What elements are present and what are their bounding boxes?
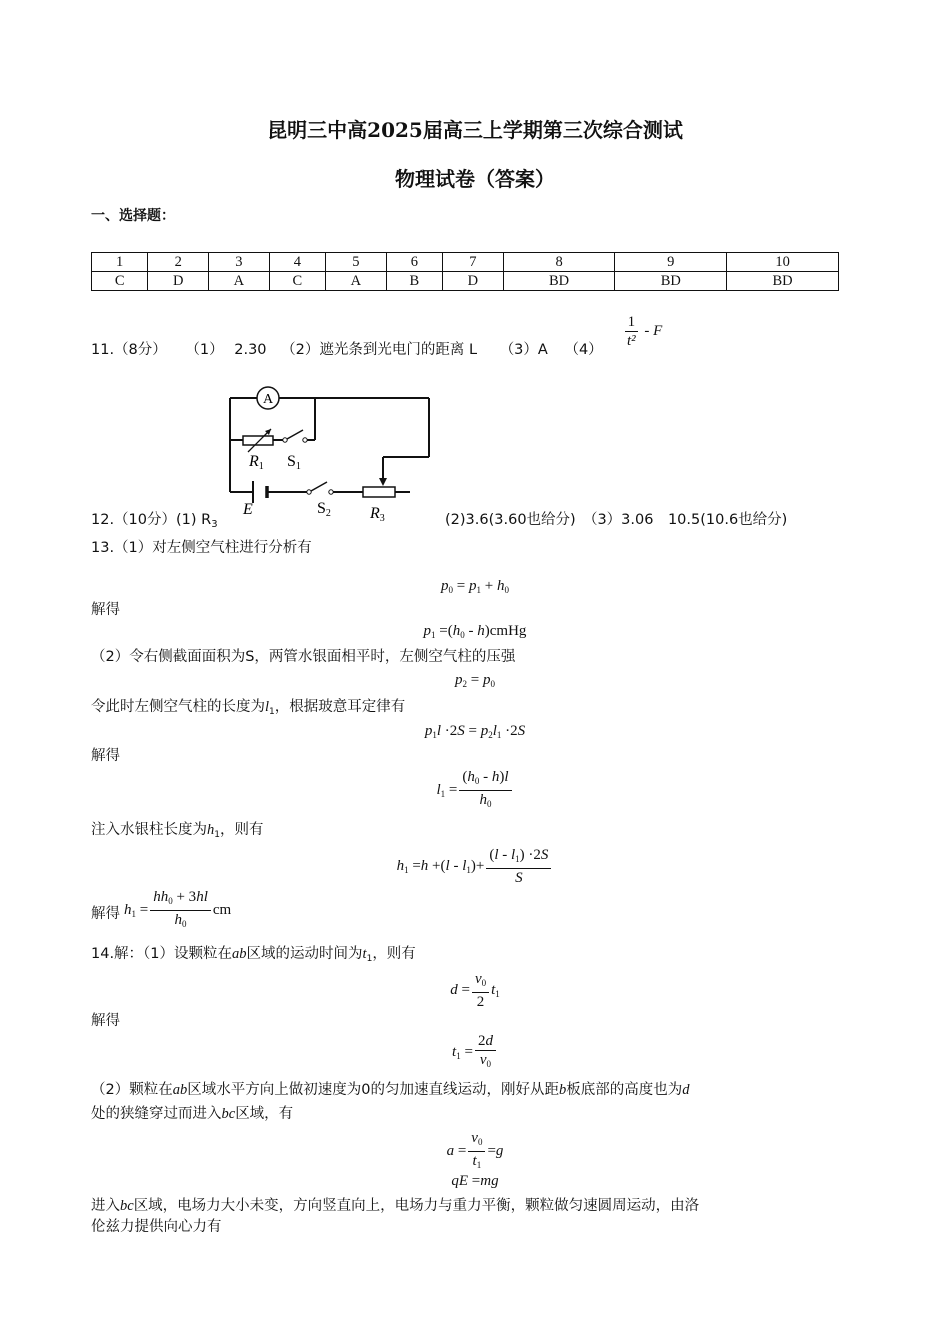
table-cell: 9 (615, 253, 727, 272)
q11-frac-num: 1 (625, 313, 639, 332)
q13-intro: 13.（1）对左侧空气柱进行分析有 (91, 540, 312, 556)
table-cell: B (386, 272, 442, 291)
q11-formula (622, 313, 662, 350)
unit-cmhg: cmHg (489, 623, 527, 639)
q13-eq5: $l_1$ = $\frac{(h_0 - h)l}{h_0}$ (0, 768, 950, 813)
table-cell: 7 (443, 253, 504, 272)
table-cell: D (443, 272, 504, 291)
q13-jiede3: 解得 (91, 906, 120, 922)
table-cell: 5 (326, 253, 387, 272)
q11-frac-den: t² (627, 333, 636, 349)
q13-eq6: $h_1 =h +(l - l_1)+$ $\frac{(l - l_1) \cdot 2S}{S}$ (0, 846, 950, 887)
q14-part3-line1: 进入bc区域，电场力大小未变，方向竖直向上，电场力与重力平衡，颗粒做匀速圆周运动，由洛 (91, 1198, 700, 1214)
q14-eq2: $t_1$ = $\frac{2d}{v_0}$ (0, 1032, 950, 1073)
switch-s2-icon (307, 490, 311, 494)
q14-part3-line2: 伦兹力提供向心力有 (91, 1219, 222, 1235)
label-r3: R3 (370, 505, 385, 522)
answer-table-row-numbers (92, 253, 839, 272)
switch-contact-icon (329, 490, 333, 494)
q13-part2: （2）令右侧截面面积为S，两管水银面相平时，左侧空气柱的压强 (91, 649, 516, 665)
q11-part4: （4） (564, 342, 603, 358)
table-cell: 2 (148, 253, 209, 272)
q13-eq4: $p_1l \cdot 2S = p_2l_1 \cdot 2S$ (424, 723, 526, 740)
table-cell: BD (615, 272, 727, 291)
ammeter-label: A (262, 392, 274, 407)
q13-jiede: 解得 (91, 602, 120, 618)
q11-part3: （3）A (499, 342, 548, 358)
q12-rest: (2)3.6(3.60也给分) （3）3.06 10.5(10.6也给分) (445, 512, 788, 528)
q11-label: 11.（8分） (91, 342, 167, 358)
table-cell: BD (503, 272, 615, 291)
table-cell: BD (727, 272, 839, 291)
label-s1: S1 (287, 453, 301, 472)
q13-eq7: $h_1$ = $\frac{hh_0 + 3hl}{h_0}$ cm (124, 889, 232, 929)
table-cell: 1 (92, 253, 148, 272)
q12-sub: 3 (211, 519, 218, 530)
table-cell: C (269, 272, 325, 291)
table-cell: D (148, 272, 209, 291)
q13-eq3: $p_2 = p_0$ (455, 672, 495, 689)
table-cell: 8 (503, 253, 615, 272)
q11-value1: 2.30 (234, 342, 267, 358)
circuit-diagram (215, 382, 435, 522)
switch-blade-icon (311, 482, 327, 491)
table-cell: A (209, 272, 270, 291)
q14-intro: 14.解：（1）设颗粒在ab区域的运动时间为$t_1$，则有 (91, 946, 416, 964)
section-heading: 一、选择题： (91, 208, 175, 224)
q11-part1: （1） (185, 342, 224, 358)
q14-eq4: qE =mg (451, 1173, 499, 1189)
resistor-r1-icon (243, 436, 273, 445)
q13-inject: 注入水银柱长度为$h_1$，则有 (91, 822, 264, 840)
table-cell: 10 (727, 253, 839, 272)
q12-label: 12.（10分）(1) $R_3$ (91, 512, 218, 530)
label-s2: S2 (317, 500, 331, 519)
q11-part2: （2）遮光条到光电门的距离 L (281, 342, 478, 358)
slider-arrow-icon (379, 478, 387, 486)
answer-table-row-answers (92, 272, 839, 291)
rheostat-r3-icon (363, 487, 395, 497)
table-cell: 3 (209, 253, 270, 272)
switch-s1-icon (283, 438, 287, 442)
q14-eq3: a = $\frac{v_0}{t_1}$ =g (446, 1130, 504, 1170)
switch-contact-icon (303, 438, 307, 442)
q14-part2-line2: 处的狭缝穿过而进入bc区域，有 (91, 1106, 294, 1122)
table-cell: A (326, 272, 387, 291)
q11-line (91, 340, 603, 360)
q13-jiede2: 解得 (91, 748, 120, 764)
page-title: 昆明三中高2025届高三上学期第三次综合测试 (267, 118, 683, 142)
q14-part2-line1: （2）颗粒在ab区域水平方向上做初速度为0的匀加速直线运动，刚好从距b板底部的高度也为d (91, 1082, 690, 1098)
unit-cm: cm (212, 901, 232, 918)
page-subtitle: 物理试卷（答案） (395, 167, 555, 191)
label-r1: R1 (249, 453, 264, 472)
table-cell: 6 (386, 253, 442, 272)
table-cell: C (92, 272, 148, 291)
answer-table (91, 252, 839, 291)
q13-eq2: $p_1 =(h_0$ - h)cmHg (423, 623, 527, 640)
q11-frac-tail: - F (644, 322, 663, 339)
q13-eq1: $p_0 = p_1 + h_0$ (441, 578, 509, 595)
q13-let: 令此时左侧空气柱的长度为$l_1$，根据玻意耳定律有 (91, 699, 406, 717)
table-cell: 4 (269, 253, 325, 272)
q14-eq1: d = $\frac{v_0}{2}$ $t_1$ (450, 971, 500, 1010)
q14-jiede: 解得 (91, 1013, 120, 1029)
switch-blade-icon (287, 430, 303, 439)
label-e: E (243, 501, 253, 518)
